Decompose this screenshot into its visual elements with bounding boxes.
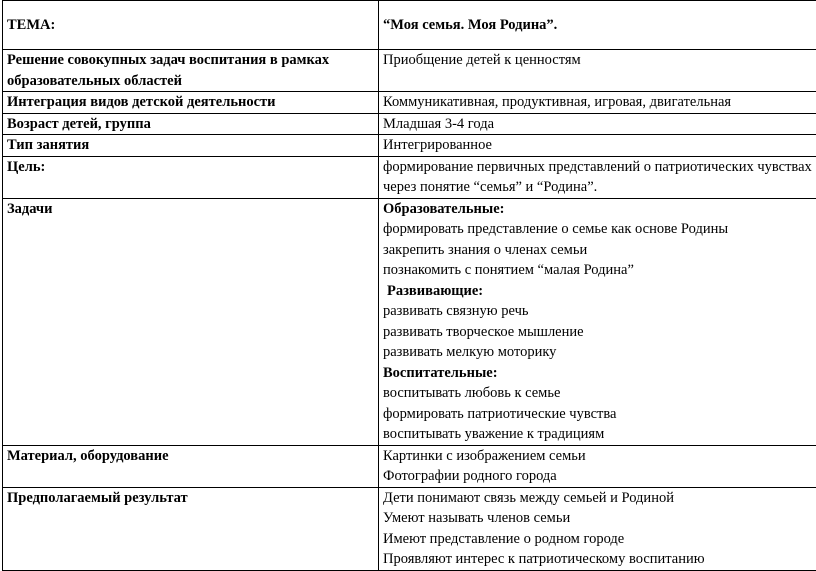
row-cel xyxy=(3,156,816,198)
rezultat-item: Имеют представление о родном городе xyxy=(383,529,813,550)
zadachi-obraz-item: познакомить с понятием “малая Родина” xyxy=(383,260,813,281)
row-zadachi xyxy=(3,198,816,445)
tema-value xyxy=(379,1,816,50)
zadachi-obraz-item: формировать представление о семье как основе Родины xyxy=(383,219,813,240)
zadachi-obraz-heading: Образовательные: xyxy=(383,199,813,220)
zadachi-vosp-item: воспитывать уважение к традициям xyxy=(383,424,813,445)
zadachi-razv-item: развивать творческое мышление xyxy=(383,322,813,343)
vozrast-label: Возраст детей, группа xyxy=(3,113,379,135)
zadachi-value xyxy=(379,198,816,445)
zadachi-label: Задачи xyxy=(3,198,379,445)
lesson-plan-table xyxy=(2,0,816,571)
tema-value-text: “Моя семья. Моя Родина”. xyxy=(383,17,557,33)
zadachi-vosp-heading: Воспитательные: xyxy=(383,363,813,384)
rezultat-value xyxy=(379,487,816,570)
row-tip xyxy=(3,135,816,157)
cel-value: формирование первичных представлений о патриотических чувствах через понятие “семья” и “Родина”. xyxy=(379,156,816,198)
row-resh xyxy=(3,50,816,92)
vozrast-value: Младшая 3-4 года xyxy=(379,113,816,135)
row-rezultat xyxy=(3,487,816,570)
zadachi-obraz-item: закрепить знания о членах семьи xyxy=(383,240,813,261)
row-material xyxy=(3,445,816,487)
row-vozrast xyxy=(3,113,816,135)
resh-value: Приобщение детей к ценностям xyxy=(379,50,816,92)
integr-value: Коммуникативная, продуктивная, игровая, двигательная xyxy=(379,92,816,114)
resh-label: Решение совокупных задач воспитания в рамках образовательных областей xyxy=(3,50,379,92)
zadachi-vosp-item: воспитывать любовь к семье xyxy=(383,383,813,404)
row-integr xyxy=(3,92,816,114)
rezultat-item: Умеют называть членов семьи xyxy=(383,508,813,529)
zadachi-razv-heading: Развивающие: xyxy=(383,281,813,302)
rezultat-item: Проявляют интерес к патриотическому воспитанию xyxy=(383,549,813,570)
zadachi-razv-item: развивать связную речь xyxy=(383,301,813,322)
rezultat-item: Дети понимают связь между семьей и Родиной xyxy=(383,488,813,509)
material-item: Фотографии родного города xyxy=(383,466,813,487)
zadachi-vosp-item: формировать патриотические чувства xyxy=(383,404,813,425)
integr-label: Интеграция видов детской деятельности xyxy=(3,92,379,114)
row-tema xyxy=(3,1,816,50)
tip-label: Тип занятия xyxy=(3,135,379,157)
material-value xyxy=(379,445,816,487)
tema-label xyxy=(3,1,379,50)
tema-label-text: ТЕМА: xyxy=(7,17,55,33)
material-label: Материал, оборудование xyxy=(3,445,379,487)
rezultat-label: Предполагаемый результат xyxy=(3,487,379,570)
cel-label: Цель: xyxy=(3,156,379,198)
tip-value: Интегрированное xyxy=(379,135,816,157)
material-item: Картинки с изображением семьи xyxy=(383,446,813,467)
zadachi-razv-item: развивать мелкую моторику xyxy=(383,342,813,363)
